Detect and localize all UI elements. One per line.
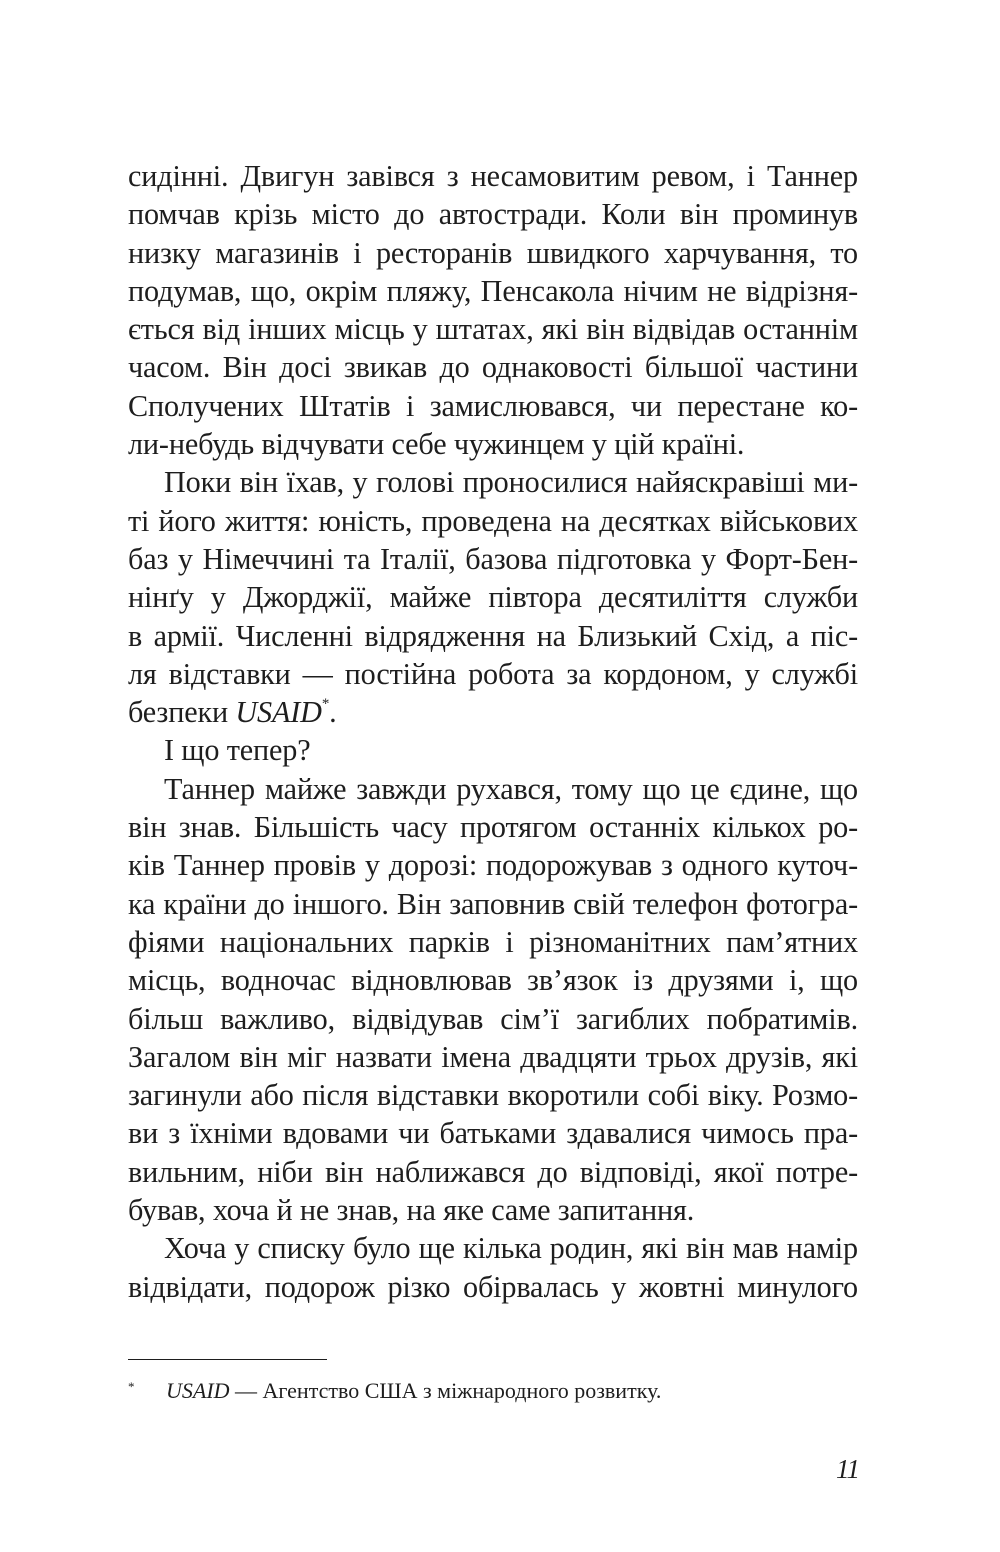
footnote-definition: — Агентство США з міжнародного розвитку. (229, 1378, 662, 1403)
text-line: І що тепер? (164, 733, 311, 768)
text-line: ли-небудь відчувати себе чужинцем у цій країні. (128, 427, 745, 462)
text-line: нінґу у Джорджії, майже півтора десятиліття служби (128, 580, 858, 615)
text-line: Таннер майже завжди рухався, тому що це єдине, що (164, 771, 858, 806)
text-line: більш важливо, відвідував сім’ї загиблих побратимів. (128, 1001, 858, 1036)
text-line: в армії. Численні відрядження на Близький Схід, а піс- (128, 618, 858, 653)
text-line-usaid (128, 693, 858, 731)
text-line: ків Таннер провів у дорозі: подорожував з одного куточ- (128, 848, 858, 883)
text-line: відвідати, подорож різко обірвалась у жовтні минулого (128, 1269, 858, 1304)
usaid-line-before: безпеки (128, 695, 236, 730)
footnote-reference: * (321, 696, 330, 713)
text-line: помчав крізь місто до автостради. Коли він проминув (128, 197, 858, 232)
text-line: Сполучених Штатів і замислювався, чи перестане ко- (128, 388, 858, 423)
text-line: баз у Німеччині та Італії, базова підготовка у Форт-Бен- (128, 541, 858, 576)
footnote-marker: * (128, 1379, 135, 1394)
text-line: ється від інших місць у штатах, які він відвідав останнім (128, 312, 858, 347)
text-line: Поки він їхав, у голові проносилися найяскравіші ми- (164, 465, 858, 500)
text-line: подумав, що, окрім пляжу, Пенсакола нічим не відрізня- (128, 273, 858, 308)
text-line: Хоча у списку було ще кілька родин, які він мав намір (164, 1231, 858, 1266)
usaid-line-after: . (329, 695, 337, 730)
text-line: бував, хоча й не знав, на яке саме запитання. (128, 1193, 695, 1228)
text-line: загинули або після відставки вкоротили собі віку. Розмо- (128, 1078, 858, 1113)
footnote-divider (128, 1359, 327, 1360)
text-line: він знав. Більшість часу протягом останніх кількох ро- (128, 810, 858, 845)
text-line: низку магазинів і ресторанів швидкого харчування, то (128, 235, 858, 270)
footnote-text (166, 1377, 661, 1405)
usaid-term: USAID (235, 695, 322, 730)
text-line: місць, водночас відновлював зв’язок із друзями і, що (128, 963, 858, 998)
text-line: вильним, ніби він наближався до відповіді, якої потре- (128, 1154, 858, 1189)
text-line: ка країни до іншого. Він заповнив свій телефон фотогра- (128, 886, 858, 921)
main-text (128, 157, 858, 1306)
text-line: ті його життя: юність, проведена на десятках військових (128, 503, 858, 538)
text-line: ви з їхніми вдовами чи батьками здавалися чимось пра- (128, 1116, 858, 1151)
page-number: 11 (836, 1454, 859, 1484)
text-line: фіями національних парків і різноманітних пам’ятних (128, 924, 858, 959)
text-line: ля відставки — постійна робота за кордоном, у службі (128, 656, 858, 691)
text-line: сидінні. Двигун завівся з несамовитим ревом, і Таннер (128, 159, 858, 193)
footnote-term: USAID (166, 1378, 230, 1403)
text-line: Загалом він міг назвати імена двадцяти трьох друзів, які (128, 1039, 858, 1074)
text-line: часом. Він досі звикав до однаковості більшої частини (128, 350, 858, 385)
